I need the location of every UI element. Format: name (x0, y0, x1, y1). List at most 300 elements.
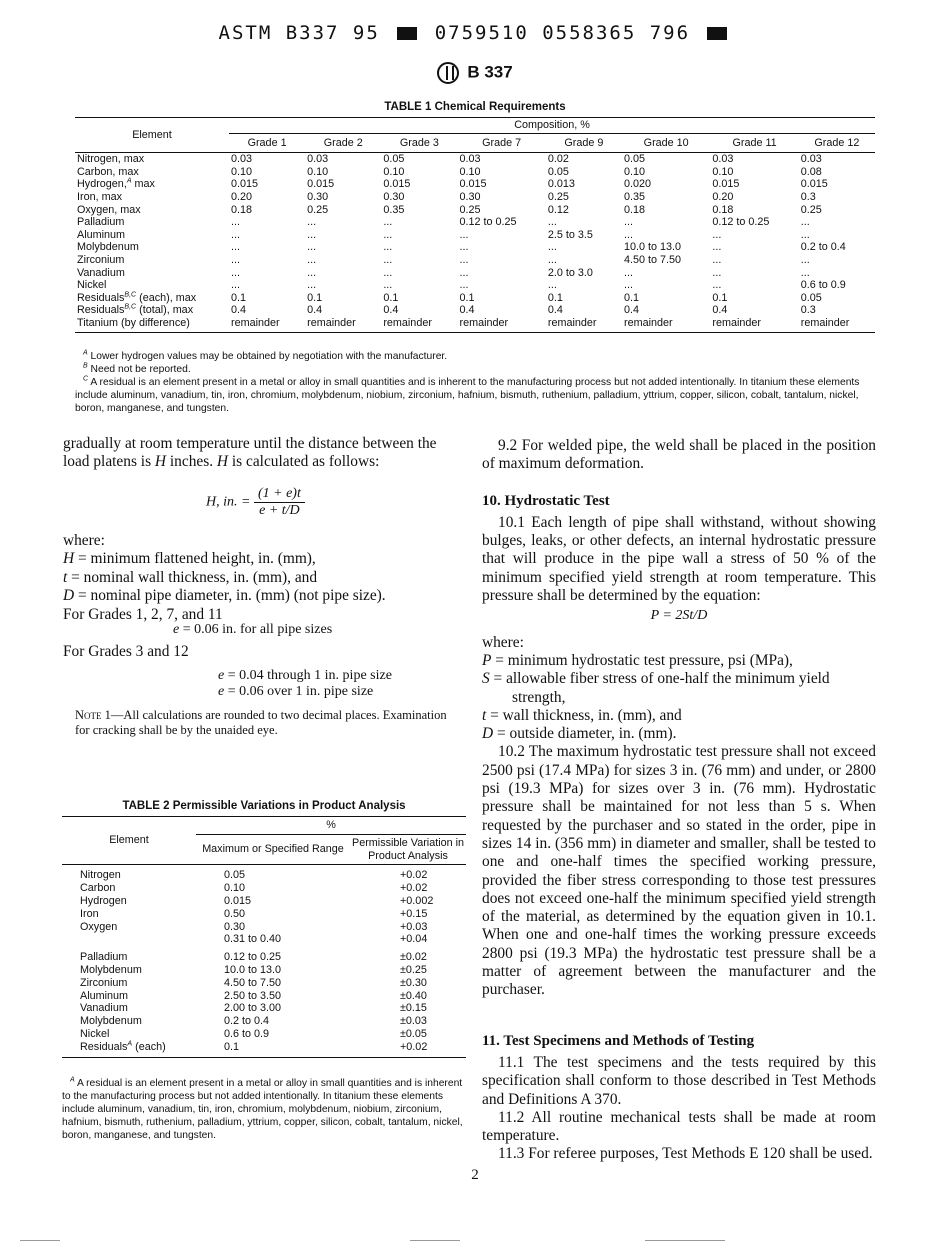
table1-element-name: Residuals (77, 304, 125, 317)
table1-cell: ... (459, 266, 469, 279)
table1-cell: ... (307, 253, 317, 266)
table1-cell: 0.4 (307, 304, 323, 317)
table1-element-cell (75, 153, 229, 166)
table1-cell: ... (307, 216, 317, 229)
table1-chemical-requirements (75, 117, 875, 333)
table1-row (75, 216, 875, 229)
table2-row (62, 1028, 466, 1041)
table1-cell: 0.25 (459, 203, 481, 216)
table2-element-cell (62, 1041, 196, 1057)
table2-row (62, 1041, 466, 1057)
table2-element-cell (62, 946, 196, 964)
table1-cell: 0.20 (712, 190, 734, 203)
table1-grade-header: Grade 9 (546, 133, 622, 153)
table1-cell: 0.30 (459, 190, 481, 203)
header-code-left: ASTM B337 95 (218, 22, 380, 44)
table1-cell: 0.4 (624, 304, 640, 317)
eq-sym-b1: e (218, 668, 225, 683)
paragraph-11-3: 11.3 For referee purposes, Test Methods E 120 shall be used. (498, 1145, 873, 1163)
table1-cell: ... (231, 216, 240, 229)
table2-variation-cell: ±0.15 (400, 1002, 427, 1015)
table1-row (75, 304, 875, 317)
table1-row (75, 166, 875, 179)
table2-range-cell: 0.30 (224, 920, 246, 933)
table1-cell: 0.10 (231, 165, 253, 178)
intro-paragraph (63, 435, 458, 471)
hydrostatic-equation: P = 2St/D (650, 608, 708, 624)
table1-note-text: A residual is an element present in a metal or alloy in small quantities and is inherent to the manufacturing process but not added intentionally. In titanium these elements include aluminum, vanadium, tin, iron, chromium, molybdenum, niobium, zirconium, hafnium, bismuth, ruthenium, palladium, yttrium, copper, silicon, cobalt, tantalum, nickel, boron, manganese, and tungsten. (75, 377, 860, 414)
table2-element-name: Zirconium (80, 976, 128, 989)
table1-cell: 0.1 (383, 291, 399, 304)
table1-row (75, 279, 875, 292)
intro-symbol-h: H (154, 453, 167, 470)
table1-cell: 0.08 (800, 165, 822, 178)
designation: B 337 (467, 62, 513, 82)
table2-element-cell (62, 964, 196, 977)
table1-element-suffix: (each), max (136, 291, 197, 304)
table1-element-cell (75, 254, 229, 267)
note-1-label: Note 1 (75, 708, 111, 722)
table1-element-cell (75, 292, 229, 305)
table1-cell: ... (712, 253, 722, 266)
table1-cell: ... (800, 253, 810, 266)
table2-element-footnote: A (127, 1040, 133, 1048)
designation-line (0, 62, 950, 84)
table2-row (62, 990, 466, 1003)
right-definition-symbol: S (482, 670, 490, 688)
table1-cell: 0.015 (231, 178, 259, 191)
table1-cell: 0.20 (231, 190, 253, 203)
table2-variation-cell: +0.002 (400, 894, 434, 907)
scan-mark-left (20, 1240, 60, 1241)
table1-row (75, 254, 875, 267)
table1-cell: 0.4 (231, 304, 247, 317)
table1-element-footnote: B,C (124, 291, 137, 299)
table2-element-cell (62, 908, 196, 921)
table1-cell: ... (383, 241, 393, 254)
table2-variation-cell: +0.02 (400, 869, 428, 882)
eq-b2-text: = 0.06 over 1 in. pipe size (227, 684, 374, 699)
table2-element-cell (62, 1002, 196, 1015)
table2-range-cell: 0.12 to 0.25 (224, 951, 282, 964)
table1-cell: remainder (546, 317, 622, 332)
table2-note-mark: A (70, 1076, 75, 1084)
table2-variation-cell: +0.03 (400, 920, 428, 933)
table2-range-cell: 0.015 (224, 894, 252, 907)
table1-element-name: Carbon, max (77, 165, 139, 178)
table1-cell: 0.03 (712, 153, 734, 166)
left-where-label: where: (63, 532, 105, 549)
table1-cell: 0.03 (459, 153, 481, 166)
table2-element-name: Molybdenum (80, 1015, 142, 1028)
document-header-code (0, 22, 950, 44)
table1-cell: 0.10 (459, 165, 481, 178)
left-column-intro (63, 435, 458, 471)
table1-cell: 0.015 (459, 178, 487, 191)
right-definition-symbol: D (482, 725, 494, 743)
table1-cell: ... (624, 228, 633, 241)
table2-title: TABLE 2 Permissible Variations in Product Analysis (122, 800, 406, 812)
table1-cell: ... (712, 279, 722, 292)
table2-row (62, 933, 466, 946)
table1-cell: ... (383, 228, 393, 241)
table1-element-suffix: max (131, 178, 155, 191)
table1-row (75, 153, 875, 166)
table1-element-cell (75, 317, 229, 332)
right-column (482, 437, 876, 1164)
table1-grade-header: Grade 2 (305, 133, 381, 153)
right-definition-text: = allowable fiber stress of one-half the minimum yield strength, (489, 670, 830, 706)
table2-row (62, 882, 466, 895)
left-definition (63, 550, 463, 568)
table2-body (62, 865, 466, 1057)
table1-element-name: Palladium (77, 216, 125, 229)
formula-denominator: e + t/D (259, 503, 300, 518)
right-where-label: where: (482, 633, 524, 651)
table1-element-cell (75, 191, 229, 204)
table2-element-cell (62, 882, 196, 895)
eq-sym-b2: e (218, 684, 225, 699)
table1-cell: 10.0 to 13.0 (624, 241, 682, 254)
table1-cell: 0.03 (307, 153, 329, 166)
table1-cell: ... (231, 241, 240, 254)
header-black-block-end (707, 27, 727, 40)
table1-element-name: Hydrogen, (77, 178, 127, 191)
table2-row (62, 946, 466, 964)
table1-cell: 0.35 (383, 203, 405, 216)
table1-cell: 0.3 (800, 190, 816, 203)
eq-b1-text: = 0.04 through 1 in. pipe size (227, 668, 392, 683)
left-definition-symbol: t (63, 568, 68, 586)
grades-a-label: For Grades 1, 2, 7, and 11 (63, 605, 223, 623)
table2-range-cell: 2.00 to 3.00 (224, 1002, 282, 1015)
table1-element-cell (75, 304, 229, 317)
table1-cell: ... (624, 279, 633, 292)
table1-cell: 0.015 (383, 178, 411, 191)
left-definition-symbol: D (63, 587, 75, 605)
table1-cell: 0.1 (307, 291, 323, 304)
table1-element-name: Nickel (77, 279, 107, 292)
table2-variation-cell: +0.15 (400, 907, 428, 920)
table1-note (75, 376, 875, 415)
eq-sym-a: e (173, 622, 180, 637)
page-number: 2 (471, 1167, 479, 1183)
left-definitions (63, 550, 463, 605)
table2-element-cell (62, 1028, 196, 1041)
table2-header-element: Element (62, 817, 196, 865)
right-definitions (482, 652, 876, 743)
table1-cell: 0.35 (624, 190, 646, 203)
table1-cell: 0.4 (459, 304, 475, 317)
table1-row (75, 191, 875, 204)
table1-cell: ... (383, 266, 393, 279)
table2-row (62, 921, 466, 934)
table1-cell: 0.2 to 0.4 (800, 241, 846, 254)
table1-cell: ... (712, 266, 722, 279)
table2-range-cell: 0.05 (224, 869, 246, 882)
table1-grade-header: Grade 3 (381, 133, 457, 153)
table1-cell: 0.4 (383, 304, 399, 317)
table1-cell: ... (307, 228, 317, 241)
table1-cell: 0.12 (547, 203, 569, 216)
table2-note (62, 1077, 466, 1142)
intro-text-end: is calculated as follows: (228, 453, 380, 470)
table1-cell: ... (231, 253, 240, 266)
table1-cell: 0.1 (459, 291, 475, 304)
right-definition-text: = wall thickness, in. (mm), and (486, 706, 682, 724)
table1-element-cell (75, 241, 229, 254)
table2-row (62, 1002, 466, 1015)
table2-header-variation: Permissible Variation in Product Analysis (350, 834, 466, 865)
astm-logo-icon (437, 62, 459, 84)
table2-row (62, 895, 466, 908)
table1-note (75, 363, 875, 376)
table1-cell: 0.013 (547, 178, 575, 191)
table1-cell: 0.05 (800, 291, 822, 304)
table1-element-cell (75, 279, 229, 292)
table1-cell: 0.1 (547, 291, 563, 304)
table2-row (62, 1015, 466, 1028)
table1-cell: 0.4 (547, 304, 563, 317)
table1-note-mark: B (83, 362, 88, 370)
right-definition-symbol: t (482, 706, 487, 724)
table1-cell: ... (712, 228, 722, 241)
table2-range-cell: 10.0 to 13.0 (224, 963, 282, 976)
eq-grades-b1 (218, 668, 392, 684)
table1-note-text: Lower hydrogen values may be obtained by negotiation with the manufacturer. (87, 351, 448, 362)
table2-element-cell (62, 1015, 196, 1028)
table1-cell: remainder (799, 317, 875, 332)
table1-cell: ... (547, 253, 557, 266)
left-where-block (63, 532, 463, 624)
eq-a-text: = 0.06 in. for all pipe sizes (182, 622, 333, 637)
right-definition (482, 670, 876, 707)
left-definition (63, 569, 463, 587)
table1-element-footnote: A (126, 177, 132, 185)
table2-note-body: A residual is an element present in a metal or alloy in small quantities and is inherent to the manufacturing process but not added intentionally. In titanium these elements include aluminum, vanadium, tin, iron, chromium, molybdenum, niobium, zirconium, hafnium, bismuth, ruthenium, palladium, yttrium, copper, silicon, cobalt, tantalum, nickel, boron, manganese, and tungsten. (62, 1078, 463, 1141)
table1-cell: ... (231, 266, 240, 279)
table2-range-cell: 2.50 to 3.50 (224, 989, 282, 1002)
table2-element-name: Molybdenum (80, 963, 142, 976)
table2-element-name: Vanadium (80, 1002, 128, 1015)
table2-element-cell (62, 933, 196, 946)
table2-element-name: Aluminum (80, 989, 129, 1002)
header-black-block (397, 27, 417, 40)
table1-row (75, 267, 875, 280)
right-definition-text: = minimum hydrostatic test pressure, psi (MPa), (491, 651, 793, 669)
table1-cell: 0.30 (383, 190, 405, 203)
table1-cell: ... (307, 241, 317, 254)
table2-variation-cell: ±0.30 (400, 976, 427, 989)
table1-cell: ... (459, 253, 469, 266)
table2-header-pct: % (196, 817, 466, 835)
table1-cell: ... (459, 241, 469, 254)
table1-element-name: Aluminum (77, 228, 126, 241)
table1-cell: 0.03 (231, 153, 253, 166)
table1-cell: ... (547, 216, 557, 229)
table1-cell: remainder (381, 317, 457, 332)
table2-range-cell: 0.6 to 0.9 (224, 1027, 270, 1040)
table1-cell: 0.10 (383, 165, 405, 178)
table2-element-cell (62, 921, 196, 934)
table1-cell: 0.015 (800, 178, 828, 191)
table2-element-cell (62, 895, 196, 908)
table2-element-name: Palladium (80, 951, 128, 964)
table1-cell: ... (307, 266, 317, 279)
note-1-text: —All calculations are rounded to two decimal places. Examination for cracking shall be by the unaided eye. (75, 708, 447, 737)
right-definition-text: = outside diameter, in. (mm). (493, 725, 677, 743)
scan-mark-right (645, 1240, 725, 1241)
table2-element-name: Nitrogen (80, 869, 121, 882)
table1-row (75, 178, 875, 191)
table1-cell: 2.5 to 3.5 (547, 228, 593, 241)
table1-cell: ... (800, 228, 810, 241)
table2-variation-cell: ±0.25 (400, 963, 427, 976)
table1-element-name: Oxygen, max (77, 203, 141, 216)
table1-element-cell (75, 267, 229, 280)
table1-cell: ... (624, 266, 633, 279)
table1-element-name: Residuals (77, 291, 125, 304)
table2-range-cell: 0.31 to 0.40 (224, 933, 282, 946)
scan-mark-mid (410, 1240, 460, 1241)
table2-row (62, 865, 466, 882)
formula-lhs: H, in. = (206, 494, 251, 510)
intro-text: gradually at room temperature until the distance between the load platens is (63, 435, 437, 470)
left-definition-text: = nominal pipe diameter, in. (mm) (not pipe size). (74, 587, 386, 605)
intro-text-mid: inches. (166, 453, 217, 470)
table1-cell: 0.18 (231, 203, 253, 216)
table1-element-cell (75, 229, 229, 242)
table2-range-cell: 0.2 to 0.4 (224, 1015, 270, 1028)
table2-permissible-variations (62, 816, 466, 1058)
table2-variation-cell: ±0.40 (400, 989, 427, 1002)
table1-cell: remainder (305, 317, 381, 332)
table2-header-range: Maximum or Specified Range (196, 834, 350, 865)
paragraph-11-2: 11.2 All routine mechanical tests shall be made at room temperature. (482, 1108, 876, 1145)
table1-cell: remainder (622, 317, 710, 332)
table1-cell: ... (383, 216, 393, 229)
table1-cell: 0.015 (712, 178, 740, 191)
left-definition-symbol: H (63, 550, 75, 568)
table1-note-text: Need not be reported. (87, 364, 191, 375)
table1-cell: 0.12 to 0.25 (712, 216, 770, 229)
table1-row (75, 317, 875, 332)
table1-element-name: Nitrogen, max (77, 153, 145, 166)
table1-grade-header: Grade 11 (710, 133, 798, 153)
table2-element-cell (62, 990, 196, 1003)
eq-grades-b2 (218, 684, 373, 700)
paragraph-10-1: 10.1 Each length of pipe shall withstand, without showing bulges, leaks, or other defects, an internal hydrostatic pressure that will produce in the pipe wall a stress of 50 % of the minimum specified yield strength at room temperature. This pressure shall be determined by the equation: (482, 513, 876, 605)
table1-cell: ... (231, 228, 240, 241)
flattened-height-formula (206, 486, 305, 519)
table1-cell: ... (459, 228, 469, 241)
table2-element-cell (62, 977, 196, 990)
left-definition-text: = nominal wall thickness, in. (mm), and (67, 568, 318, 586)
table1-cell: 0.10 (307, 165, 329, 178)
table1-row (75, 241, 875, 254)
table1-cell: ... (712, 241, 722, 254)
table1-cell: remainder (457, 317, 545, 332)
table1-row (75, 204, 875, 217)
table2-element-name: Iron (80, 907, 99, 920)
table1-cell: 0.02 (547, 153, 569, 166)
intro-symbol-h2: H (216, 453, 229, 470)
right-definition (482, 652, 876, 670)
left-definition-text: = minimum flattened height, in. (mm), (74, 550, 316, 568)
table1-note-mark: A (83, 349, 88, 357)
table2-variation-cell: +0.04 (400, 933, 428, 946)
table2-element-suffix: (each) (132, 1040, 166, 1053)
table1-element-name: Zirconium (77, 253, 125, 266)
table1-cell: 0.1 (712, 291, 728, 304)
table1-element-name: Iron, max (77, 190, 123, 203)
table2-note-text (62, 1077, 466, 1142)
table1-element-footnote: B,C (124, 303, 137, 311)
table1-cell: ... (547, 279, 557, 292)
table1-title: TABLE 1 Chemical Requirements (384, 101, 566, 113)
table1-cell: ... (307, 279, 317, 292)
table2-row (62, 908, 466, 921)
table2-row (62, 964, 466, 977)
paragraph-10-2: 10.2 The maximum hydrostatic test pressure shall not exceed 2500 psi (17.4 MPa) for sizes 3 in. (76 mm) and under, or 2800 psi (19.3 MPa) for sizes over 3 in. (76 mm). Hydrostatic pressure shall be maintained for not less than 5 s. When requested by the purchaser and so stated in the order, pipe in sizes 14 in. (356 mm) in diameter and smaller, shall be tested to one and one-half times the specified working pressure, provided the fiber stress corresponding to those test pressures does not exceed one-half the minimum specified yield strength of the material, as determined by the equation given in 10.1. When one and one-half times the working pressure exceeds 2800 psi (19.3 MPa) the hydrostatic test pressure shall be a matter of agreement between the manufacturer and the purchaser. (482, 743, 876, 999)
table1-cell: ... (800, 266, 810, 279)
table1-cell: 0.1 (624, 291, 640, 304)
table1-element-suffix: (total), max (136, 304, 194, 317)
table1-cell: 0.1 (231, 291, 247, 304)
table1-cell: 0.3 (800, 304, 816, 317)
table1-cell: 0.020 (624, 178, 652, 191)
table1-cell: 4.50 to 7.50 (624, 253, 682, 266)
table1-cell: ... (231, 279, 240, 292)
section-11-heading: 11. Test Specimens and Methods of Testing (482, 1032, 755, 1049)
table1-row (75, 292, 875, 305)
right-definition (482, 725, 876, 743)
table1-grade-header: Grade 1 (229, 133, 305, 153)
table1-body (75, 153, 875, 332)
table1-notes (75, 350, 875, 415)
section-10-heading: 10. Hydrostatic Test (482, 492, 610, 509)
table1-cell: 0.03 (800, 153, 822, 166)
table1-cell: 0.05 (383, 153, 405, 166)
formula-numerator: (1 + e)t (254, 486, 305, 503)
right-definition (482, 707, 876, 725)
table1-cell: 0.4 (712, 304, 728, 317)
table1-cell: ... (383, 279, 393, 292)
left-definition (63, 587, 463, 605)
table1-row (75, 229, 875, 242)
table2-variation-cell: ±0.02 (400, 951, 427, 964)
table1-grade-header: Grade 7 (457, 133, 545, 153)
paragraph-9-2: 9.2 For welded pipe, the weld shall be placed in the position of maximum deformation. (482, 437, 876, 473)
table1-grade-header: Grade 12 (799, 133, 875, 153)
header-code-right: 0759510 0558365 796 (434, 22, 691, 44)
table1-cell: remainder (229, 317, 305, 332)
table2-element-name: Oxygen (80, 920, 118, 933)
table1-cell: 0.10 (624, 165, 646, 178)
table1-grade-header: Grade 10 (622, 133, 710, 153)
table2-element-name: Residuals (80, 1040, 128, 1053)
table2-variation-cell: ±0.05 (400, 1027, 427, 1040)
table2-variation-cell: ±0.03 (400, 1015, 427, 1028)
table1-cell: ... (624, 216, 633, 229)
table1-note (75, 350, 875, 363)
table1-cell: ... (547, 241, 557, 254)
table1-element-cell (75, 166, 229, 179)
table1-cell: ... (459, 279, 469, 292)
table1-cell: 0.6 to 0.9 (800, 279, 846, 292)
table1-header-element: Element (75, 118, 229, 153)
table1-cell: 0.12 to 0.25 (459, 216, 517, 229)
